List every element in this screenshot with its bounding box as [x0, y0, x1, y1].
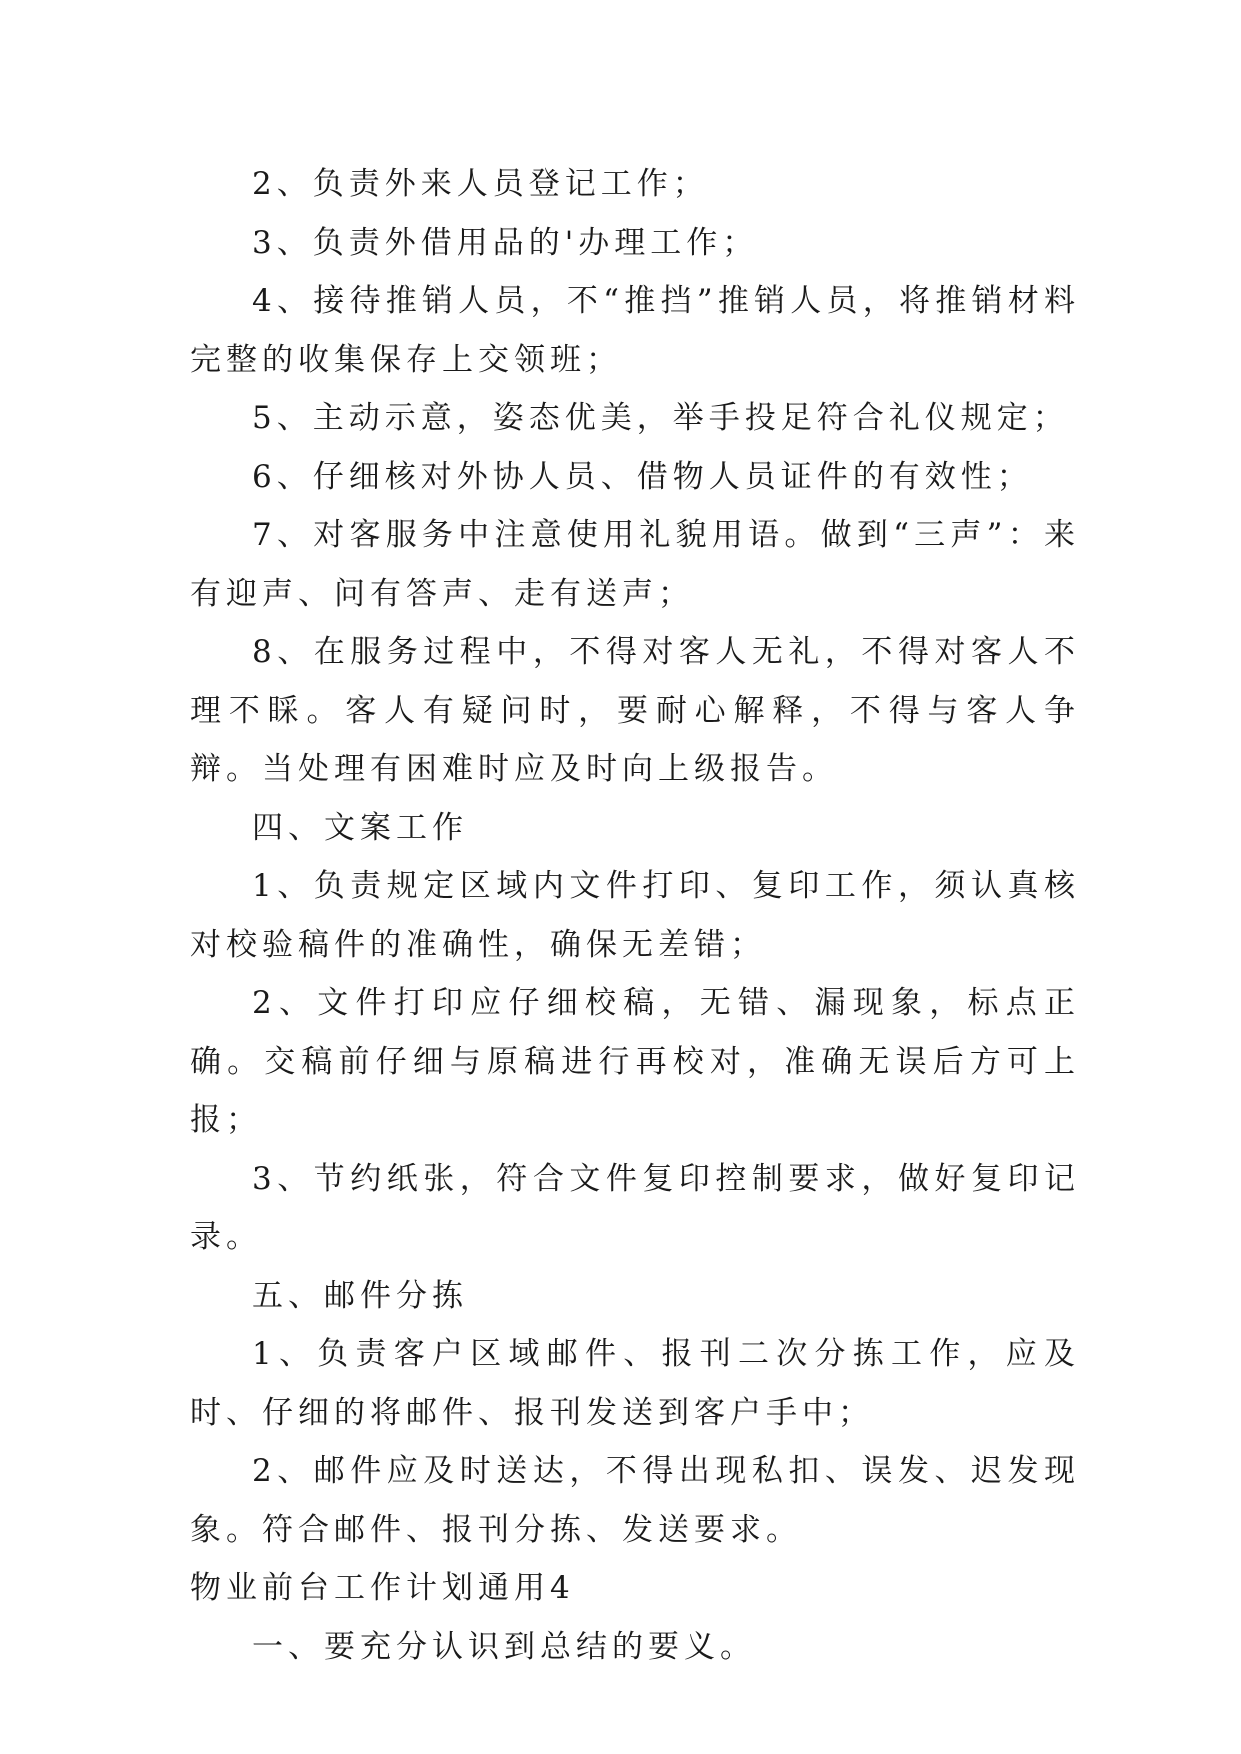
- paragraph: 7、对客服务中注意使用礼貌用语。做到“三声”：来有迎声、问有答声、走有送声；: [190, 517, 1080, 612]
- paragraph: 3、负责外借用品的'办理工作；: [252, 224, 759, 261]
- paragraph: 一、要充分认识到总结的要义。: [252, 1628, 756, 1665]
- document-body: [190, 155, 1080, 1676]
- section-heading: 五、邮件分拣: [252, 1277, 468, 1314]
- paragraph: 6、仔细核对外协人员、借物人员证件的有效性；: [252, 458, 1033, 495]
- paragraph: 1、负责客户区域邮件、报刊二次分拣工作，应及时、仔细的将邮件、报刊发送到客户手中；: [190, 1336, 1080, 1431]
- paragraph: 5、主动示意，姿态优美，举手投足符合礼仪规定；: [252, 400, 1069, 436]
- paragraph: 3、节约纸张，符合文件复印控制要求，做好复印记录。: [190, 1160, 1080, 1255]
- paragraph: 8、在服务过程中，不得对客人无礼，不得对客人不理不睬。客人有疑问时，要耐心解释，不得与客人争辩。当处理有困难时应及时向上级报告。: [190, 634, 1080, 787]
- document-title: 物业前台工作计划通用4: [190, 1570, 575, 1606]
- paragraph: 4、接待推销人员，不“推挡”推销人员，将推销材料完整的收集保存上交领班；: [190, 283, 1080, 378]
- paragraph: 1、负责规定区域内文件打印、复印工作，须认真核对校验稿件的准确性，确保无差错；: [190, 868, 1080, 963]
- section-heading: 四、文案工作: [252, 809, 468, 846]
- paragraph: 2、负责外来人员登记工作；: [252, 166, 709, 202]
- paragraph: 2、文件打印应仔细校稿，无错、漏现象，标点正确。交稿前仔细与原稿进行再校对，准确无误后方可上报；: [190, 985, 1080, 1138]
- paragraph: 2、邮件应及时送达，不得出现私扣、误发、迟发现象。符合邮件、报刊分拣、发送要求。: [190, 1453, 1080, 1548]
